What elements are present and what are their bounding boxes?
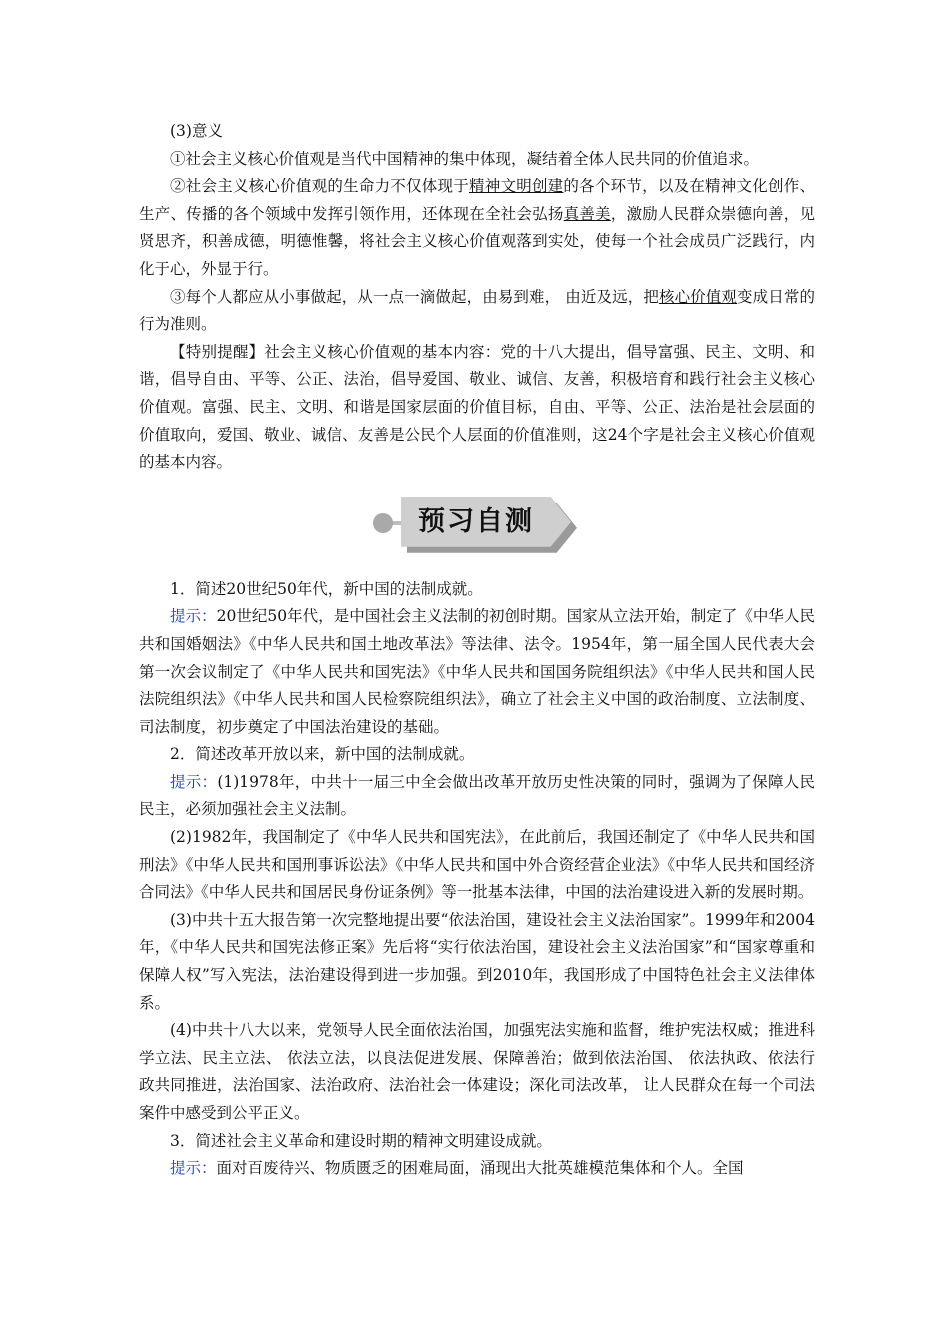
- text-run: ③每个人都应从小事做起，从一点一滴做起，由易到难， 由近及远，把: [170, 287, 659, 306]
- text-run: ②社会主义核心价值观的生命力不仅体现于: [170, 177, 469, 196]
- text-run: 变成日常的行为准则。: [139, 287, 815, 334]
- significance-item-3: [139, 284, 815, 339]
- text-run: ，激励人民群众崇德向善，见贤思齐，积善成德，明德惟馨，将社会主义核心价值观落到实处，使每一个社会成员广泛践行，内化于心，外显于行。: [139, 204, 815, 278]
- answer-text: (1)1978年，中共十一届三中全会做出改革开放历史性决策的同时，强调为了保障人民民主，必须加强社会主义法制。: [139, 772, 815, 819]
- text-run: 的各个环节，以及在精神文化创作、生产、传播的各个领域中发挥引领作用，还体现在全社会弘扬: [139, 177, 815, 223]
- answer-1: [139, 603, 815, 741]
- answer-2-part-3: (3)中共十五大报告第一次完整地提出要“依法治国，建设社会主义法治国家”。1999年和2004年，《中华人民共和国宪法修正案》先后将“实行依法治国，建设社会主义法治国家”和“国家尊重和保障人权”写入宪法，法治建设得到进一步加强。到2010年，我国形成了中国特色社会主义法律体系。: [139, 910, 815, 1012]
- question-1: 1．简述20世纪50年代，新中国的法制成就。: [170, 579, 483, 598]
- document-body: [139, 118, 815, 1183]
- answer-text: 20世纪50年代，是中国社会主义法制的初创时期。国家从立法开始，制定了《中华人民共和国婚姻法》《中华人民共和国土地改革法》等法律、法令。1954年，第一届全国人民代表大会第一次会议制定了《中华人民共和国宪法》《中华人民共和国国务院组织法》《中华人民共和国人民法院组织法》《中华人民共和国人民检察院组织法》，确立了社会主义中国的政治制度、立法制度、司法制度，初步奠定了中国法治建设的基础。: [139, 607, 815, 736]
- hint-label: 提示：: [170, 607, 217, 626]
- question-3: 3．简述社会主义革命和建设时期的精神文明建设成就。: [170, 1131, 552, 1150]
- hint-label: 提示：: [170, 1159, 217, 1178]
- banner-dot-icon: [373, 513, 393, 533]
- special-reminder: 【特别提醒】社会主义核心价值观的基本内容：党的十八大提出，倡导富强、民主、文明、和谐，倡导自由、平等、公正、法治，倡导爱国、敬业、诚信、友善，积极培育和践行社会主义核心价值观。富强、民主、文明、和谐是国家层面的价值目标，自由、平等、公正、法治是社会层面的价值取向，爱国、敬业、诚信、友善是公民个人层面的价值准则，这24个字是社会主义核心价值观的基本内容。: [139, 342, 815, 472]
- answer-2-part-2: (2)1982年，我国制定了《中华人民共和国宪法》，在此前后，我国还制定了《中华人民共和国刑法》《中华人民共和国刑事诉讼法》《中华人民共和国中外合资经营企业法》《中华人民共和国经济合同法》《中华人民共和国居民身份证条例》等一批基本法律，中国的法治建设进入新的发展时期。: [139, 828, 815, 902]
- hint-label: 提示：: [170, 772, 218, 791]
- answer-3: [139, 1155, 815, 1183]
- question-2: 2．简述改革开放以来，新中国的法制成就。: [170, 745, 475, 764]
- answer-2-part-4: (4)中共十八大以来，党领导人民全面依法治国，加强宪法实施和监督，维护宪法权威；推进科学立法、民主立法、 依法立法，以良法促进发展、保障善治；做到依法治国、 依法执政、依法行政共同推进，法治国家、法治政府、法治社会一体建设；深化司法改革， 让人民群众在每一个司法案件中感受到公平正义。: [139, 1021, 815, 1122]
- section-banner: [139, 491, 815, 559]
- significance-item-2: [139, 173, 815, 283]
- section-heading: (3)意义: [170, 122, 223, 140]
- underlined-term: 真善美: [563, 204, 611, 223]
- underlined-term: 核心价值观: [658, 287, 738, 306]
- answer-2-part-1: [139, 769, 815, 824]
- underlined-term: 精神文明创建: [469, 177, 564, 196]
- banner-title: 预习自测: [418, 505, 534, 537]
- answer-text: 面对百废待兴、物质匮乏的困难局面，涌现出大批英雄模范集体和个人。全国: [216, 1159, 744, 1178]
- significance-item-1: ①社会主义核心价值观是当代中国精神的集中体现，凝结着全体人民共同的价值追求。: [170, 149, 760, 168]
